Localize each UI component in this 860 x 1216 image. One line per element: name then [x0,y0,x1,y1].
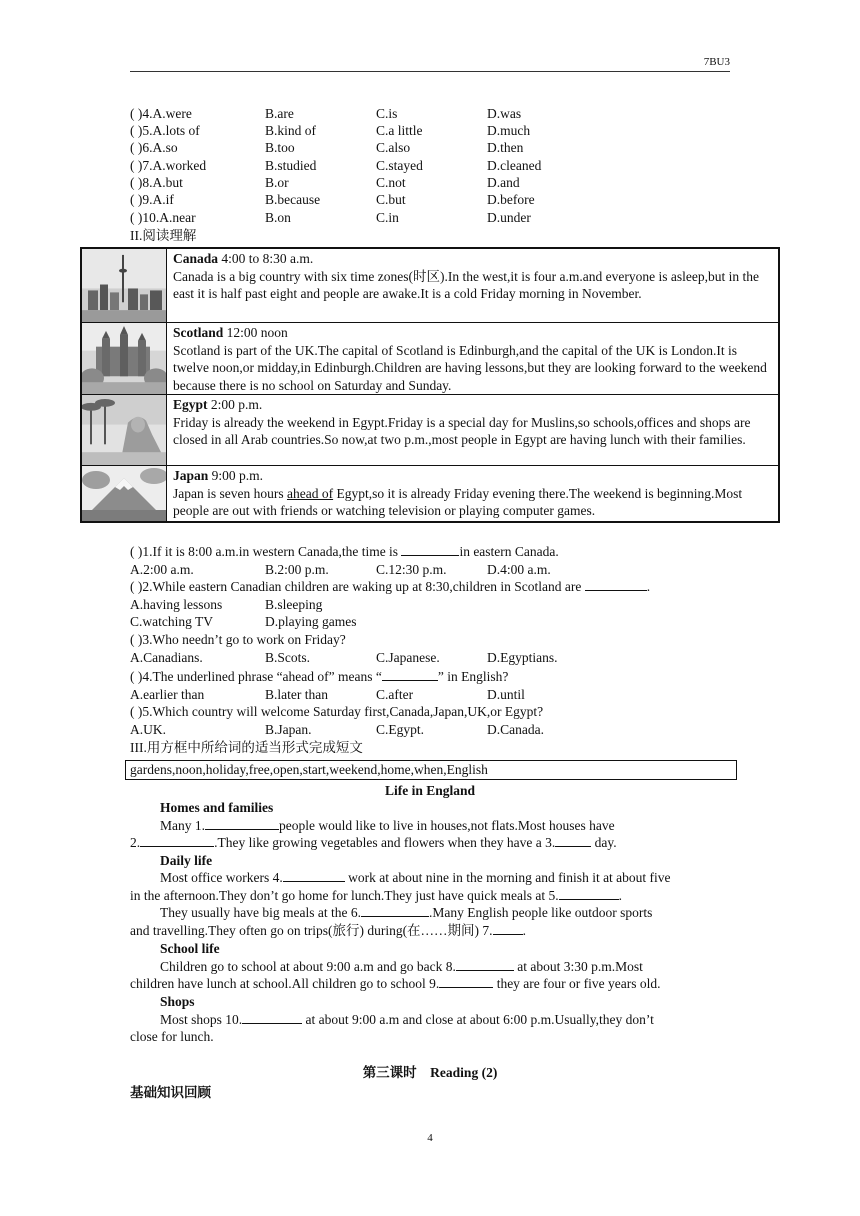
egypt-sphinx-photo [82,395,167,465]
option-a: ( )5.A.lots of [130,123,200,138]
egypt-text [173,396,772,449]
canada-heading: Canada [173,251,219,266]
option-d: D.cleaned [487,158,542,173]
option-d: D.until [487,687,525,702]
option-a: A.UK. [130,722,166,737]
word-bank: gardens,noon,holiday,free,open,start,weekend,home,when,English [125,760,737,780]
option-d: D.much [487,123,531,138]
option-c: C.12:30 p.m. [376,562,447,577]
reading-row-japan [82,466,778,521]
scotland-time: 12:00 noon [223,325,288,340]
scotland-text [173,324,772,394]
option-a: A.earlier than [130,687,205,702]
page-number: 4 [427,1132,433,1144]
option-d: D.4:00 a.m. [487,562,551,577]
option-d: D.was [487,106,522,121]
blank-2[interactable] [140,834,214,847]
blank-4[interactable] [283,869,345,882]
passage-line: Children go to school at about 9:00 a.m and go back 8. at about 3:30 p.m.Most [160,959,643,974]
question-4: ( )4.The underlined phrase “ahead of” means “ ” in English? [130,669,509,684]
option-c: C.Japanese. [376,650,440,665]
answer-blank[interactable] [585,578,647,591]
scotland-paragraph: Scotland is part of the UK.The capital of Scotland is Edinburgh,and the capital of the UK is London.It is twelve noon,or midday,in Edinburgh.Children are having lessons,but they are looking forward to the weekend because there is no school on Saturday and Sunday. [173,342,767,393]
question-2: ( )2.While eastern Canadian children are waking up at 8:30,children in Scotland are . [130,579,651,594]
canada-time: 4:00 to 8:30 a.m. [218,251,314,266]
passage-line: 2. .They like growing vegetables and flowers when they have a 3. day. [130,835,617,850]
egypt-heading: Egypt [173,397,208,412]
canada-city-photo [82,249,167,322]
canada-paragraph: Canada is a big country with six time zones(时区).In the west,it is four a.m.and everyone is asleep,but in the east it is half past eight and people are awake.It is a cold Friday morning in November. [173,268,759,301]
passage-line: Many 1. people would like to live in houses,not flats.Most houses have [160,818,615,833]
blank-8[interactable] [456,958,514,971]
section-title-reading: II.阅读理解 [130,228,197,243]
passage-line: in the afternoon.They don’t go home for lunch.They just have quick meals at 5. . [130,888,623,903]
option-a: ( )9.A.if [130,192,174,207]
passage-title: Life in England [384,783,476,798]
heading-shops: Shops [160,994,195,1009]
option-d: D.playing games [265,614,357,629]
option-d: D.before [487,192,535,207]
blank-5[interactable] [559,887,619,900]
option-b: B.later than [265,687,328,702]
japan-paragraph: Japan is seven hours ahead of Egypt,so it is already Friday evening there.The weekend is beginning.Most people are out with friends or watching television or playing computer games. [173,485,743,518]
canada-text [173,250,772,303]
option-a: ( )6.A.so [130,140,178,155]
option-a: ( )10.A.near [130,210,196,225]
scotland-heading: Scotland [173,325,224,340]
option-a: ( )7.A.worked [130,158,207,173]
option-b: B.too [265,140,295,155]
option-b: B.on [265,210,291,225]
option-b: B.are [265,106,294,121]
option-c: C.in [376,210,399,225]
option-d: D.under [487,210,531,225]
option-c: C.is [376,106,398,121]
passage-line: and travelling.They often go on trips(旅行) during(在……期间) 7. . [130,923,526,938]
header-rule [130,71,730,72]
section-title-fill-in: III.用方框中所给词的适当形式完成短文 [130,740,363,755]
question-1: ( )1.If it is 8:00 a.m.in western Canada,the time is in eastern Canada. [130,544,559,559]
option-c: C.watching TV [130,614,213,629]
egypt-paragraph: Friday is already the weekend in Egypt.Friday is a special day for Muslins,so schools,offices and shops are closed in all Arab countries.So now,at two p.m.,most people in Egypt are having lunch with their families. [173,414,751,447]
header-code: 7BU3 [703,56,730,68]
option-a: A.2:00 a.m. [130,562,194,577]
blank-9[interactable] [439,975,493,988]
underlined-phrase: ahead of [286,485,334,501]
reading-row-egypt [82,395,778,466]
option-d: D.and [487,175,520,190]
option-d: D.Canada. [487,722,544,737]
option-d: D.Egyptians. [487,650,558,665]
option-c: C.also [376,140,411,155]
option-b: B.studied [265,158,317,173]
blank-3[interactable] [555,834,591,847]
option-b: B.Japan. [265,722,312,737]
blank-1[interactable] [205,817,279,830]
option-a: ( )4.A.were [130,106,192,121]
japan-text [173,467,772,520]
heading-daily-life: Daily life [160,853,213,868]
reading-table [80,247,780,523]
reading-row-scotland [82,323,778,395]
passage-line: Most office workers 4. work at about nine in the morning and finish it at about five [160,870,671,885]
japan-time: 9:00 p.m. [208,468,264,483]
question-5: ( )5.Which country will welcome Saturday first,Canada,Japan,UK,or Egypt? [130,704,544,719]
passage-line: close for lunch. [130,1029,214,1044]
passage-line: Most shops 10. at about 9:00 a.m and close at about 6:00 p.m.Usually,they don’t [160,1012,654,1027]
blank-6[interactable] [361,904,429,917]
option-c: C.a little [376,123,423,138]
heading-school-life: School life [160,941,220,956]
reading-row-canada [82,249,778,323]
option-b: B.or [265,175,289,190]
option-b: B.2:00 p.m. [265,562,329,577]
scotland-castle-photo [82,323,167,394]
option-a: A.Canadians. [130,650,203,665]
blank-10[interactable] [242,1011,302,1024]
review-title: 基础知识回顾 [130,1085,211,1100]
japan-heading: Japan [173,468,209,483]
option-b: B.kind of [265,123,317,138]
heading-homes: Homes and families [160,800,274,815]
option-a: ( )8.A.but [130,175,183,190]
blank-7[interactable] [493,922,523,935]
option-c: C.after [376,687,414,702]
option-b: B.sleeping [265,597,323,612]
option-b: B.because [265,192,321,207]
passage-line: They usually have big meals at the 6. .Many English people like outdoor sports [160,905,653,920]
option-a: A.having lessons [130,597,223,612]
question-3: ( )3.Who needn’t go to work on Friday? [130,632,346,647]
egypt-time: 2:00 p.m. [207,397,263,412]
passage-line: children have lunch at school.All children go to school 9. they are four or five years old. [130,976,661,991]
option-b: B.Scots. [265,650,311,665]
option-c: C.but [376,192,406,207]
option-c: C.stayed [376,158,423,173]
answer-blank[interactable] [382,668,438,681]
option-c: C.not [376,175,406,190]
japan-mountain-photo [82,466,167,521]
lesson-title: 第三课时 Reading (2) [362,1065,498,1080]
option-d: D.then [487,140,524,155]
answer-blank[interactable] [401,543,459,556]
option-c: C.Egypt. [376,722,425,737]
